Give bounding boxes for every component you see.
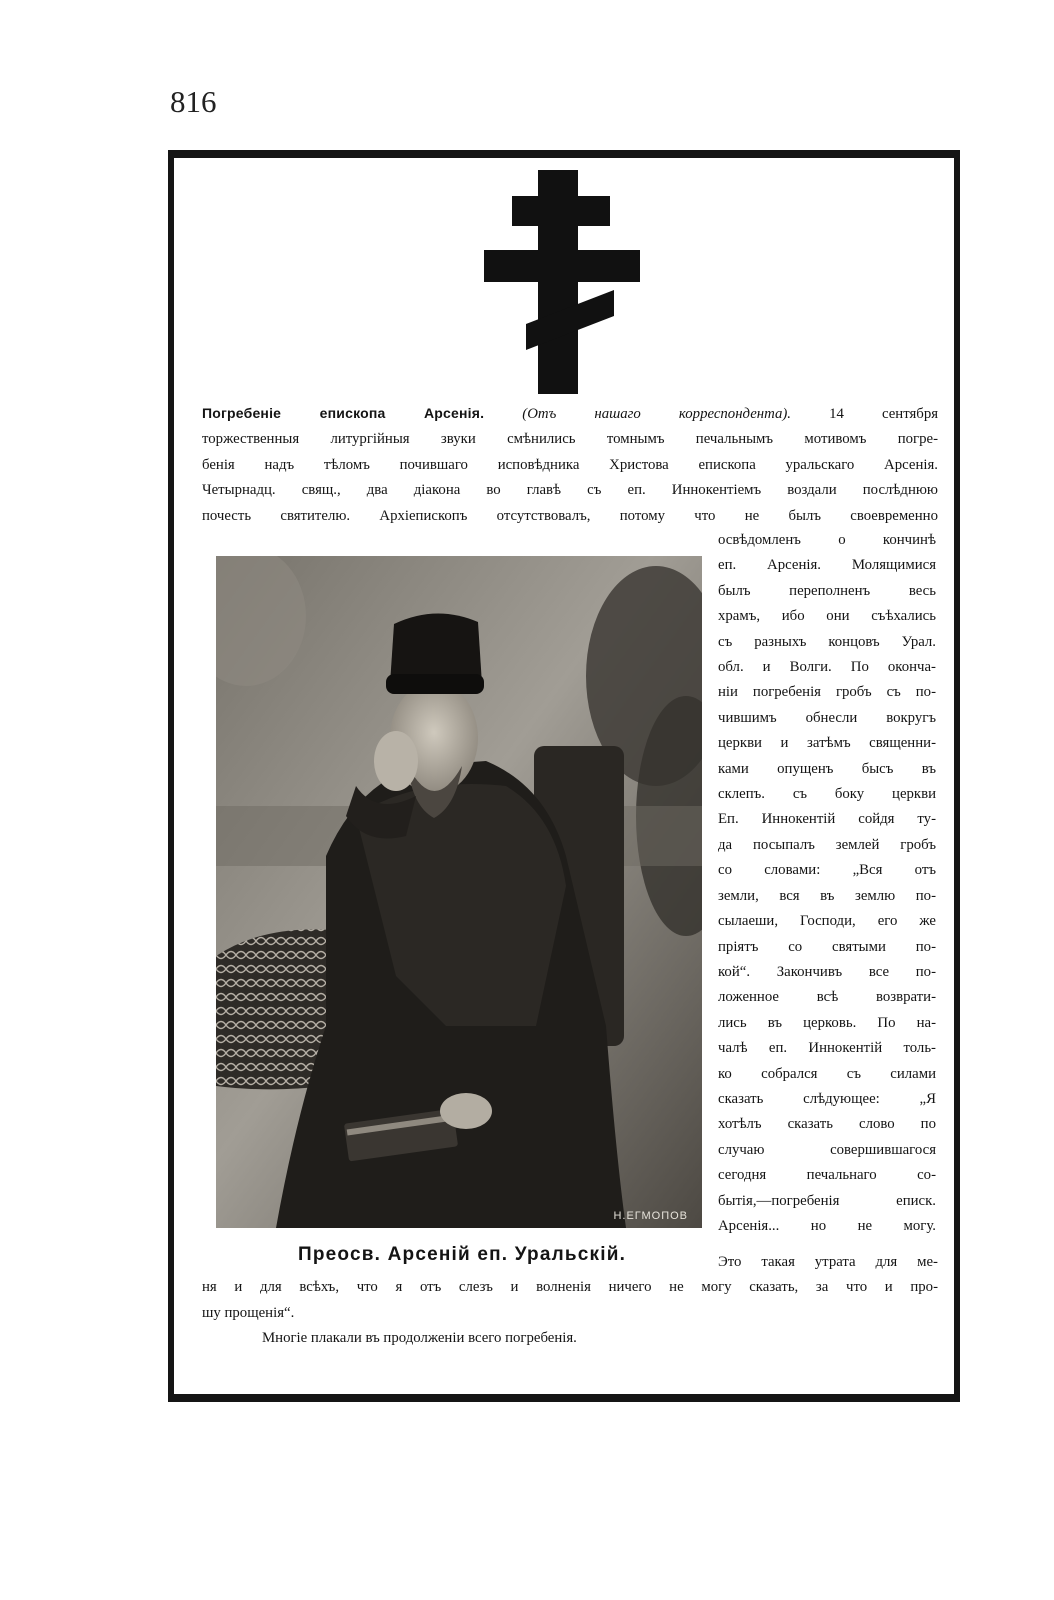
article-text-line: сказать слѣдующее: „Я xyxy=(718,1090,936,1107)
article-text-line: склепъ. съ боку церкви xyxy=(718,786,936,803)
article-text-line: еп. Арсенія. Молящимися xyxy=(718,557,936,574)
article-text-line: сегодня печальнаго со- xyxy=(718,1167,936,1184)
page-number: 816 xyxy=(170,84,217,119)
article-bottom xyxy=(202,1250,938,1352)
article-text-line: храмъ, ибо они съѣхались xyxy=(718,608,936,625)
article-text-line: хотѣлъ сказать слово по xyxy=(718,1116,936,1133)
photo-caption: Преосв. Арсеній еп. Уральскій. xyxy=(298,1244,627,1265)
portrait-photo xyxy=(216,556,702,1228)
article-text-line: Арсенія... но не могу. xyxy=(718,1217,936,1234)
article-text-line: ня и для всѣхъ, что я отъ слезъ и волненія ничего не могу сказать, за что и про- xyxy=(202,1279,938,1296)
article-text-line: лись въ церковь. По на- xyxy=(718,1014,936,1031)
article-text-line: ложенное всѣ возврати- xyxy=(718,989,936,1006)
article-text-line: пріятъ со святыми по- xyxy=(718,938,936,955)
article-text-line: чалѣ еп. Иннокентій толь- xyxy=(718,1040,936,1057)
article-text-line: Еп. Иннокентій сойдя ту- xyxy=(718,811,936,828)
article-text-line: Это такая утрата для ме- xyxy=(718,1254,938,1270)
article-text-line: освѣдомленъ о кончинѣ xyxy=(718,532,936,548)
article-source: (Отъ нашаго корреспондента). xyxy=(522,406,792,422)
article-text-line: обл. и Волги. По оконча- xyxy=(718,659,936,676)
article-text-line: шу прощенія“. xyxy=(202,1304,295,1321)
article-text-line: почесть святителю. Архіепископъ отсутствовалъ, потому что не былъ своевременно xyxy=(202,507,938,524)
article-text-line: съ разныхъ концовъ Урал. xyxy=(718,633,936,650)
article-text-line: сылаеши, Господи, его же xyxy=(718,913,936,930)
photographer-signature: Н.ЕГМОПОВ xyxy=(613,1210,688,1222)
article-text-line: случаю совершившагося xyxy=(718,1141,936,1158)
article-text-line: бенія надъ тѣломъ почившаго исповѣдника Христова епископа уральскаго Арсенія. xyxy=(202,456,938,473)
article-text-line: ками опущенъ бысъ въ xyxy=(718,760,936,777)
article-wide-column xyxy=(202,401,938,529)
article-text-line: ко собрался съ силами xyxy=(718,1065,936,1082)
article-text-line: со словами: „Вся отъ xyxy=(718,862,936,879)
article-text-line: чившимъ обнесли вокругъ xyxy=(718,709,936,726)
article-text-line: да посыпалъ землей гробъ xyxy=(718,836,936,853)
article-text-line: ніи погребенія гробъ съ по- xyxy=(718,684,936,701)
article-text-line: бытія,—погребенія епиcк. xyxy=(718,1192,936,1209)
article-text-line: былъ переполненъ весь xyxy=(718,582,936,599)
article-text-line: Четырнадц. свящ., два діакона во главѣ съ еп. Иннокентіемъ воздали послѣднюю xyxy=(202,482,938,499)
article-text-line: 14 сентября xyxy=(829,406,939,422)
article-text-line: церкви и затѣмъ священни- xyxy=(718,735,936,752)
article-text-line: земли, вся въ землю по- xyxy=(718,887,936,904)
article-first-line xyxy=(202,401,938,427)
orthodox-cross-icon xyxy=(482,166,642,398)
article-heading: Погребеніе епископа Арсенія. xyxy=(202,405,485,421)
article-closing-line: Многіе плакали въ продолженіи всего погребенія. xyxy=(262,1330,577,1347)
article-text-line: кой“. Закончивъ все по- xyxy=(718,963,936,980)
article-text-line: торжественныя литургійныя звуки смѣнились томнымъ печальнымъ мотивомъ погре- xyxy=(202,431,938,448)
article-narrow-column xyxy=(718,528,936,1239)
